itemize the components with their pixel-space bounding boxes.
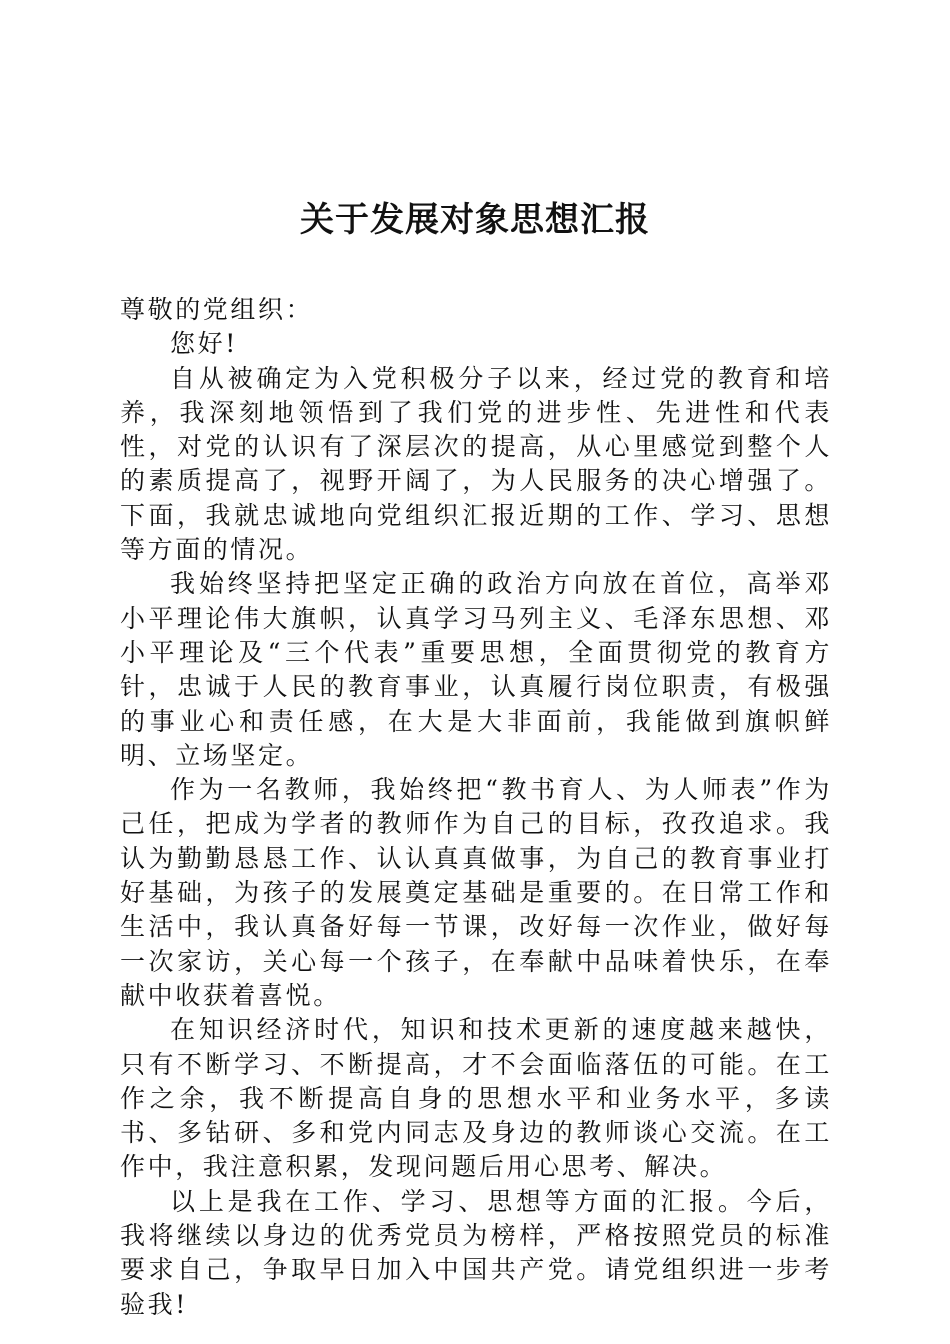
salutation: 尊敬的党组织： <box>120 295 314 324</box>
document-title: 关于发展对象思想汇报 <box>300 200 650 240</box>
document-body <box>120 293 832 1322</box>
greeting: 您好! <box>170 329 238 359</box>
body-paragraph: 在知识经济时代，知识和技术更新的速度越来越快，只有不断学习、不断提高，才不会面临落伍的可能。在工作之余，我不断提高自身的思想水平和业务水平，多读书、多钻研、多和党内同志及身边的教师谈心交流。在工作中，我注意积累，发现问题后用心思考、解决。 <box>120 1015 832 1182</box>
body-paragraph: 作为一名教师，我始终把“教书育人、为人师表”作为己任，把成为学者的教师作为自己的目标，孜孜追求。我认为勤勤恳恳工作、认认真真做事，为自己的教育事业打好基础，为孩子的发展奠定基础是重要的。在日常工作和生活中，我认真备好每一节课，改好每一次作业，做好每一次家访，关心每一个孩子，在奉献中品味着快乐，在奉献中收获着喜悦。 <box>120 775 832 1010</box>
body-paragraph: 以上是我在工作、学习、思想等方面的汇报。今后，我将继续以身边的优秀党员为榜样，严格按照党员的标准要求自己，争取早日加入中国共产党。请党组织进一步考验我! <box>120 1186 832 1319</box>
body-paragraph: 我始终坚持把坚定正确的政治方向放在首位，高举邓小平理论伟大旗帜，认真学习马列主义、毛泽东思想、邓小平理论及“三个代表”重要思想，全面贯彻党的教育方针，忠诚于人民的教育事业，认真履行岗位职责，有极强的事业心和责任感，在大是大非面前，我能做到旗帜鲜明、立场坚定。 <box>120 569 832 770</box>
body-paragraph: 自从被确定为入党积极分子以来，经过党的教育和培养，我深刻地领悟到了我们党的进步性、先进性和代表性，对党的认识有了深层次的提高，从心里感觉到整个人的素质提高了，视野开阔了，为人民服务的决心增强了。下面，我就忠诚地向党组织汇报近期的工作、学习、思想等方面的情况。 <box>120 363 832 565</box>
